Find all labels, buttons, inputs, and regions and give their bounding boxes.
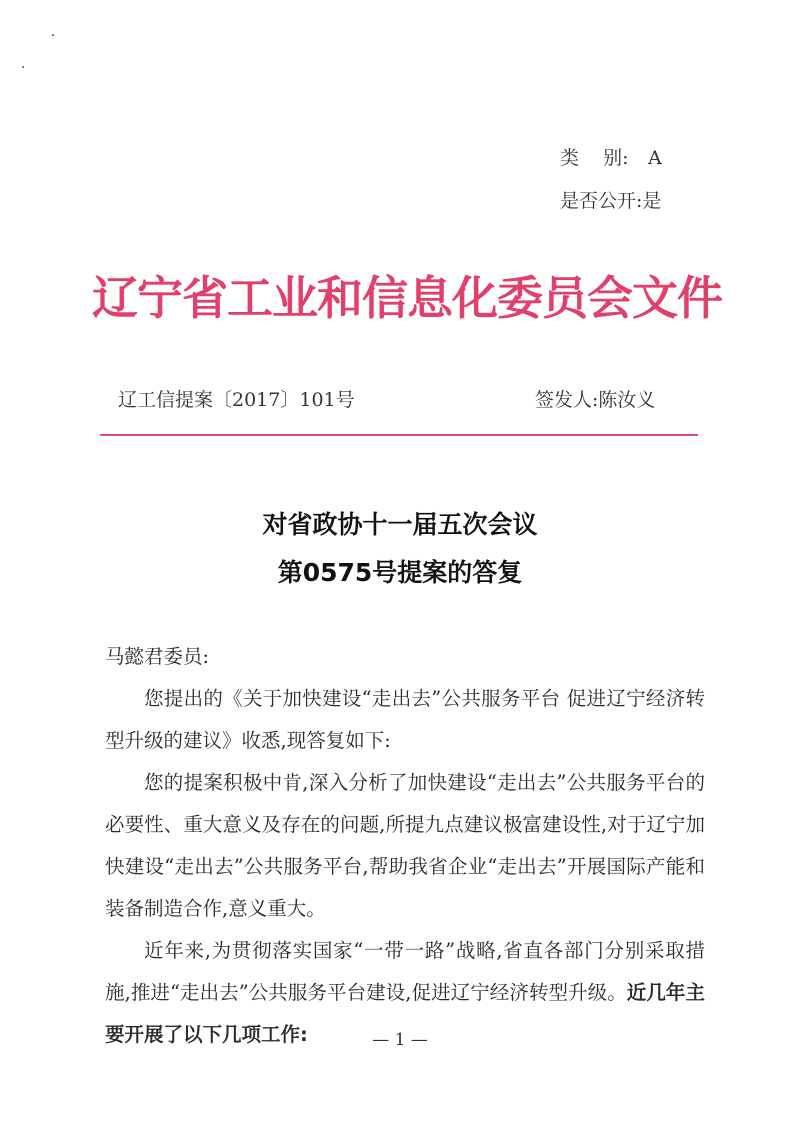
category-label: 类 别: (560, 147, 629, 169)
public-label: 是否公开: (560, 190, 643, 212)
page-number: — 1 — (372, 1030, 428, 1050)
paragraph: 您提出的《关于加快建设“走出去”公共服务平台 促进辽宁经济转型升级的建议》收悉,现答复如下: (105, 687, 705, 752)
category-field (560, 143, 662, 170)
scan-speck (22, 66, 24, 68)
public-value: 是 (642, 190, 662, 212)
document-number: 辽工信提案〔2017〕101号 (118, 389, 355, 411)
signer: 签发人:陈汝义 (535, 389, 656, 411)
reply-heading-line1: 对省政协十一届五次会议 (262, 510, 538, 539)
body-text (105, 636, 705, 1056)
document-title: 辽宁省工业和信息化委员会文件 (92, 271, 722, 325)
paragraph-text: 近年来,为贯彻落实国家“一带一路”战略,省直各部门分别采取措施,推进“走出去”公共服务平台建设,促进辽宁经济转型升级。 (105, 939, 705, 1004)
paragraph: 您的提案积极中肯,深入分析了加快建设“走出去”公共服务平台的必要性、重大意义及存在的问题,所提九点建议极富建设性,对于辽宁加快建设“走出去”公共服务平台,帮助我省企业“走出去”开展国际产能和装备制造合作,意义重大。 (105, 771, 705, 920)
red-divider (100, 434, 698, 436)
public-field (560, 186, 661, 213)
salutation: 马懿君委员: (105, 645, 210, 668)
reply-heading-line2: 第0575号提案的答复 (277, 558, 523, 587)
category-value: A (648, 147, 662, 169)
paragraph-bold-text: 近几年主要开展了以下几项工作: (105, 981, 705, 1046)
scan-speck (52, 34, 54, 36)
